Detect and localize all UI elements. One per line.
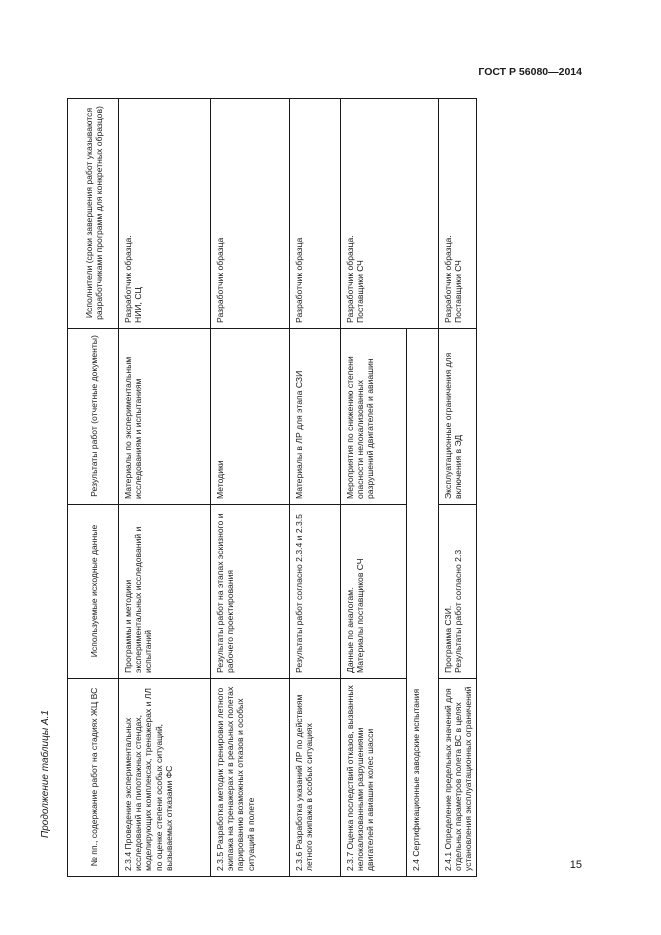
table-row (290, 99, 341, 877)
cell-executors: Разработчик образца. Поставщики СЧ (439, 99, 477, 329)
col-header-number: № пп., содержание работ на стадиях ЖЦ ВС (68, 679, 119, 877)
table-row (119, 99, 211, 877)
col-header-results: Результаты работ (отчетные документы) (68, 329, 119, 505)
cell-results: Материалы в ЛР для этапа СЗИ (290, 329, 341, 505)
cell-section-title: 2.4 Сертификационные заводские испытания (407, 329, 439, 877)
cell-inputs: Программы и методики экспериментальных исследований и испытаний (119, 505, 211, 679)
cell-executors: Разработчик образца. Поставщики СЧ (341, 99, 439, 329)
table-caption: Продолжение таблицы А.1 (40, 710, 51, 838)
standard-number: ГОСТ Р 56080—2014 (478, 66, 582, 78)
cell-inputs: Результаты работ согласно 2.3.4 и 2.3.5 (290, 505, 341, 679)
table-row (211, 99, 290, 877)
rotated-table-container (67, 99, 476, 877)
cell-inputs: Программа СЗИ. Результаты работ согласно 2.3 (439, 505, 477, 679)
cell-number: 2.3.4 Проведение экспериментальных исследований на пилотажных стендах, моделирующих комплексах, тренажерах и ЛЛ по оценке степени особых ситуаций, вызываемых отказами ФС (119, 679, 211, 877)
table-row (341, 99, 407, 877)
page-number: 15 (569, 859, 582, 871)
cell-results: Методики (211, 329, 290, 505)
cell-inputs: Данные по аналогам. Материалы поставщиков СЧ (341, 505, 407, 679)
cell-results: Материалы по экспериментальным исследованиям и испытаниям (119, 329, 211, 505)
cell-executors: Разработчик образца (211, 99, 290, 329)
table-header-row (68, 99, 119, 877)
requirements-table (67, 98, 477, 877)
cell-number: 2.3.6 Разработка указаний ЛР по действиям летного экипажа в особых ситуациях (290, 679, 341, 877)
cell-number: 2.3.5 Разработка методик тренировки летного экипажа на тренажерах и в реальных полетах парированию возможных отказов и особых ситуаций в полете (211, 679, 290, 877)
col-header-inputs: Используемые исходные данные (68, 505, 119, 679)
cell-results: Эксплуатационные ограничения для включения в ЭД (439, 329, 477, 505)
col-header-executors: Исполнители (сроки завершения работ указываются разработчиками программ для конкретных образцов) (68, 99, 119, 329)
cell-executors: Разработчик образца (290, 99, 341, 329)
table-row (439, 99, 477, 877)
cell-number: 2.4.1 Определение предельных значений для отдельных параметров полета ВС в целях установления эксплуатационных ограничений (439, 679, 477, 877)
cell-executors: Разработчик образца. НИИ, СЦ (119, 99, 211, 329)
cell-results: Мероприятия по снижению степени опасности нелокализованных разрушений двигателей и авиашин (341, 329, 407, 505)
cell-inputs: Результаты работ на этапах эскизного и рабочего проектирования (211, 505, 290, 679)
cell-number: 2.3.7 Оценка последствий отказов, вызванных нелокализованными разрушениями двигателей и авиашин колес шасси (341, 679, 407, 877)
